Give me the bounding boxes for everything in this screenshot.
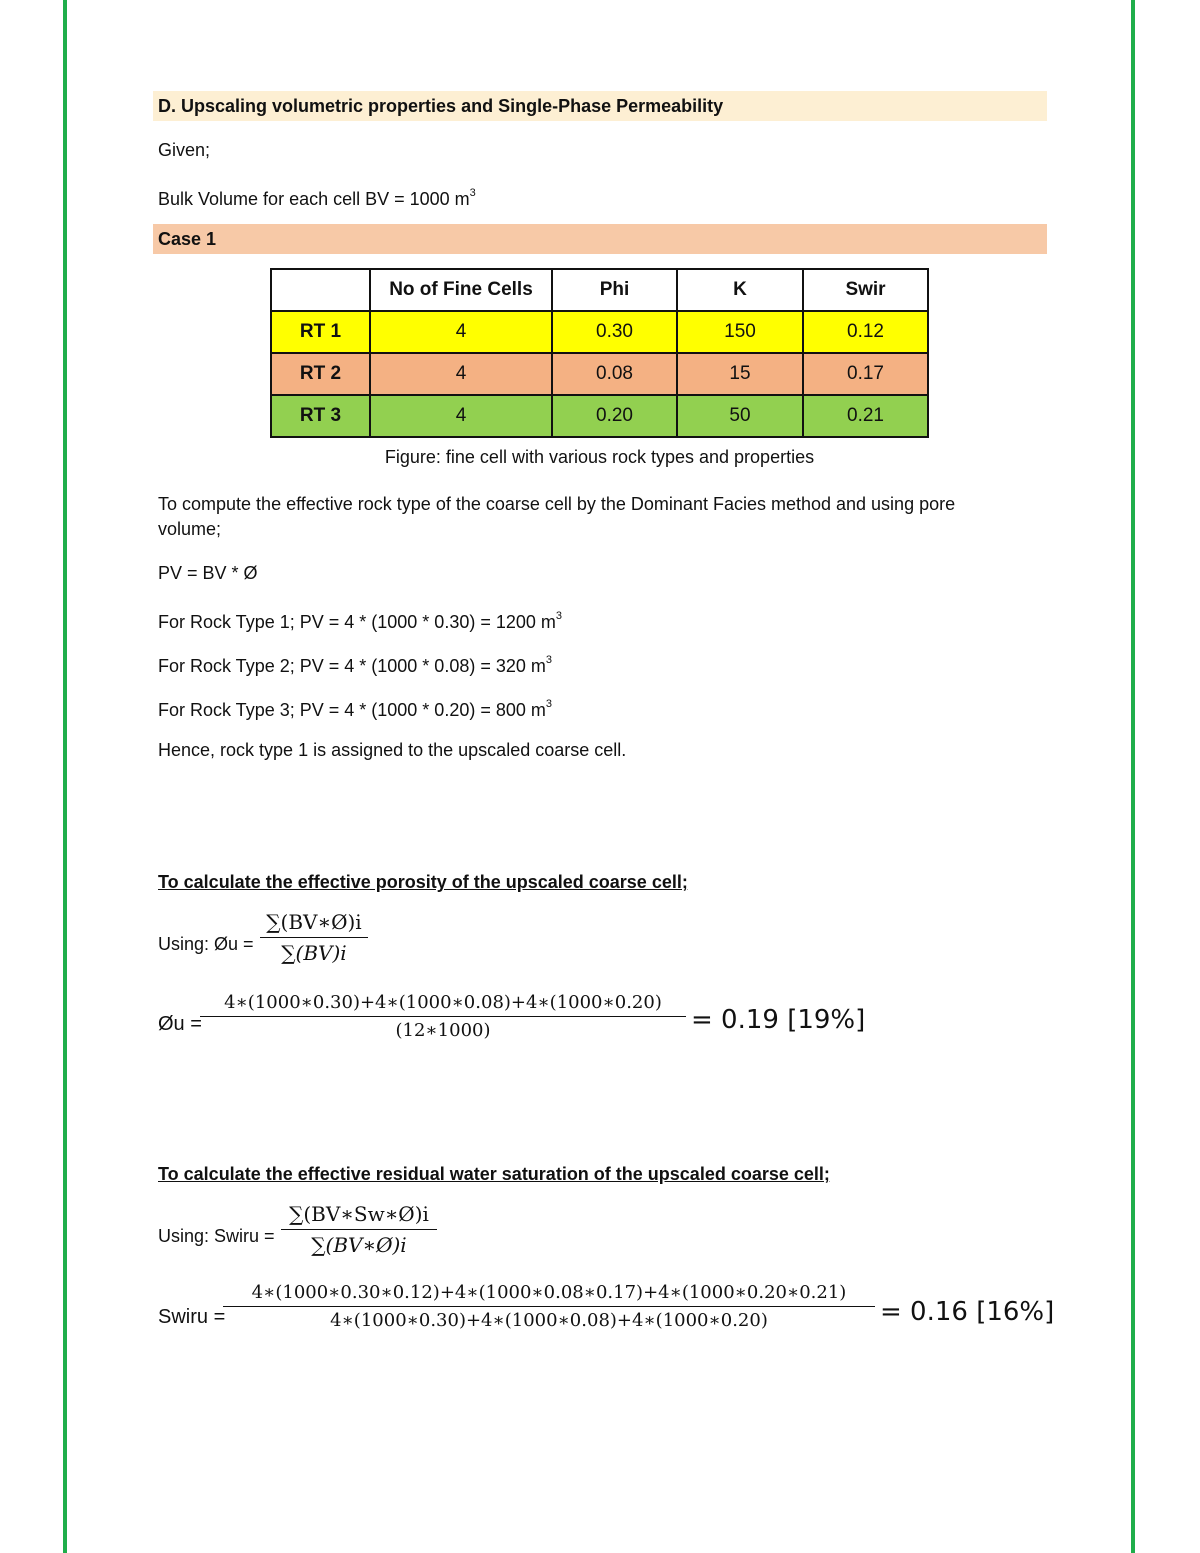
table-cell: RT 3 — [271, 395, 370, 437]
unit-superscript: 3 — [545, 698, 553, 710]
porosity-heading: To calculate the effective porosity of the upscaled coarse cell; — [158, 872, 688, 892]
table-caption: Figure: fine cell with various rock types and properties — [384, 447, 815, 467]
rock-type-2-line — [158, 651, 552, 677]
swir-calc-label: Swiru = — [158, 1306, 226, 1328]
swir-result: = 0.16 [16%] — [880, 1297, 1055, 1327]
table-header-row — [271, 269, 928, 311]
conclusion-line: Hence, rock type 1 is assigned to the upscaled coarse cell. — [158, 740, 627, 760]
rock-type-1-text: For Rock Type 1; PV = 4 * (1000 * 0.30) = 1200 m — [158, 612, 556, 632]
fraction-denominator: ∑(BV)i — [281, 941, 347, 965]
compute-line: To compute the effective rock type of the coarse cell by the Dominant Facies method and using pore — [158, 494, 956, 514]
table-header: Phi — [552, 269, 677, 311]
fraction-numerator: 4∗(1000∗0.30)+4∗(1000∗0.08)+4∗(1000∗0.20) — [200, 992, 686, 1017]
given-label: Given; — [158, 140, 211, 160]
table-cell: 0.17 — [803, 353, 928, 395]
table-cell: 15 — [677, 353, 803, 395]
table-header: Swir — [803, 269, 928, 311]
unit-superscript: 3 — [545, 654, 553, 666]
porosity-calc-label: Øu = — [158, 1013, 202, 1035]
unit-superscript: 3 — [469, 187, 476, 199]
table-cell: 150 — [677, 311, 803, 353]
swir-heading: To calculate the effective residual water saturation of the upscaled coarse cell; — [158, 1164, 830, 1184]
fraction-denominator: ∑(BV∗Ø)i — [311, 1233, 407, 1257]
porosity-using-label: Using: Øu = — [158, 934, 254, 954]
table-header — [271, 269, 370, 311]
fraction-denominator: (12∗1000) — [395, 1020, 491, 1041]
table-header: K — [677, 269, 803, 311]
table-cell: 0.12 — [803, 311, 928, 353]
table-cell: RT 1 — [271, 311, 370, 353]
rock-type-2-text: For Rock Type 2; PV = 4 * (1000 * 0.08) = 320 m — [158, 656, 546, 676]
rock-type-3-line — [158, 695, 552, 721]
fraction-denominator: 4∗(1000∗0.30)+4∗(1000∗0.08)+4∗(1000∗0.20) — [330, 1310, 768, 1331]
fraction-numerator: 4∗(1000∗0.30∗0.12)+4∗(1000∗0.08∗0.17)+4∗(1000∗0.20∗0.21) — [223, 1282, 875, 1307]
table-cell: 0.21 — [803, 395, 928, 437]
table-cell: 50 — [677, 395, 803, 437]
porosity-using-fraction — [260, 910, 368, 965]
bulk-volume-line — [158, 184, 476, 210]
table-header: No of Fine Cells — [370, 269, 552, 311]
compute-line: volume; — [158, 519, 222, 539]
section-title: D. Upscaling volumetric properties and Single-Phase Permeability — [153, 91, 1047, 121]
table-cell: RT 2 — [271, 353, 370, 395]
table-row — [271, 353, 928, 395]
fraction-numerator: ∑(BV∗Sw∗Ø)i — [281, 1202, 437, 1230]
bulk-volume-text: Bulk Volume for each cell BV = 1000 m — [158, 189, 470, 209]
table-cell: 4 — [370, 353, 552, 395]
porosity-result: = 0.19 [19%] — [691, 1005, 866, 1035]
swir-calc-fraction — [223, 1282, 875, 1331]
fraction-numerator: ∑(BV∗Ø)i — [260, 910, 368, 938]
rock-type-3-text: For Rock Type 3; PV = 4 * (1000 * 0.20) = 800 m — [158, 700, 546, 720]
swir-using-fraction — [281, 1202, 437, 1257]
unit-superscript: 3 — [555, 610, 563, 622]
table-cell: 0.08 — [552, 353, 677, 395]
table-cell: 0.20 — [552, 395, 677, 437]
case-label: Case 1 — [153, 224, 1047, 254]
table-row — [271, 311, 928, 353]
pv-formula: PV = BV * Ø — [158, 563, 258, 583]
table-cell: 4 — [370, 311, 552, 353]
table-row — [271, 395, 928, 437]
swir-using-label: Using: Swiru = — [158, 1226, 275, 1246]
table-cell: 4 — [370, 395, 552, 437]
porosity-calc-fraction — [200, 992, 686, 1041]
rock-type-1-line — [158, 607, 562, 633]
rock-type-table — [270, 268, 929, 438]
table-cell: 0.30 — [552, 311, 677, 353]
